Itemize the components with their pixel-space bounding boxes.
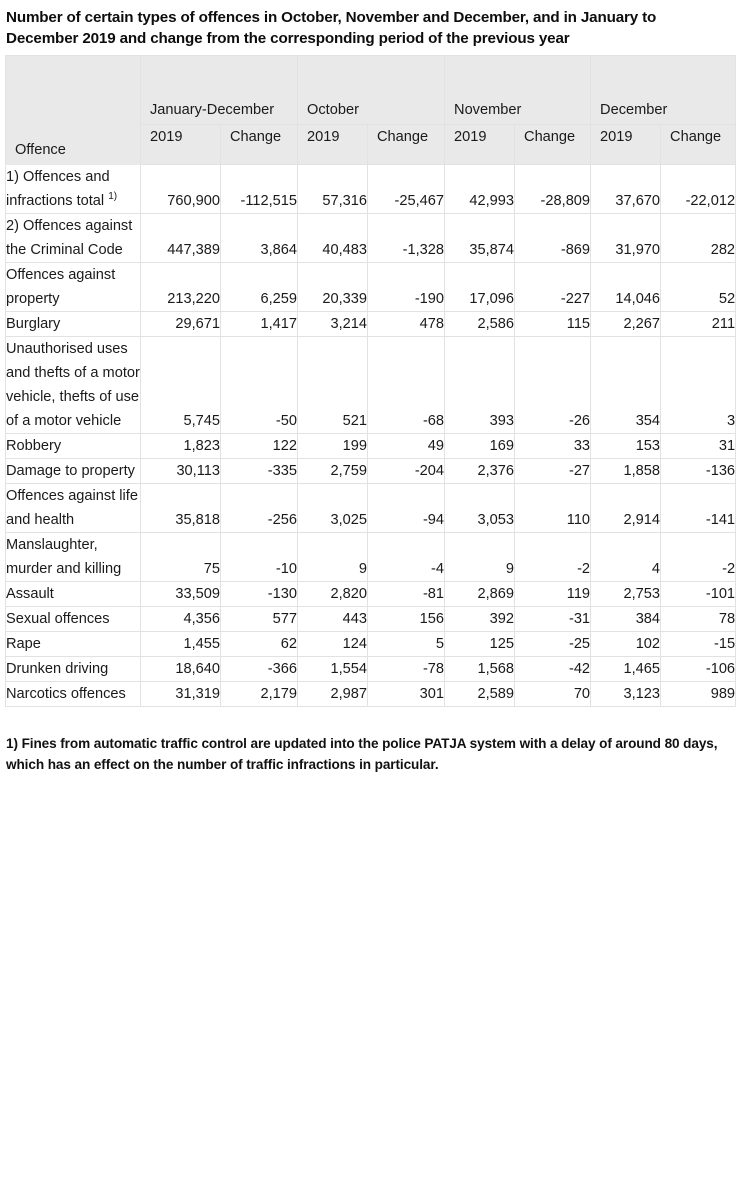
cell-oct-2019: 3,025 — [298, 484, 368, 533]
cell-jan-dec-change: 6,259 — [221, 263, 298, 312]
cell-nov-2019: 2,589 — [445, 682, 515, 707]
table-header-group-row — [6, 56, 736, 125]
cell-jan-dec-change: -366 — [221, 657, 298, 682]
cell-jan-dec-2019: 4,356 — [141, 607, 221, 632]
row-label: Rape — [6, 632, 141, 657]
cell-nov-change: 115 — [515, 312, 591, 337]
footnote-marker: 1) — [108, 191, 118, 203]
cell-nov-2019: 3,053 — [445, 484, 515, 533]
cell-oct-2019: 57,316 — [298, 165, 368, 214]
cell-nov-change: 119 — [515, 582, 591, 607]
cell-nov-change: -25 — [515, 632, 591, 657]
cell-jan-dec-2019: 213,220 — [141, 263, 221, 312]
cell-oct-change: -204 — [368, 459, 445, 484]
cell-jan-dec-change: 122 — [221, 434, 298, 459]
table-row — [6, 484, 736, 533]
cell-oct-2019: 521 — [298, 337, 368, 434]
subheader-october-change: Change — [368, 125, 445, 165]
table-row — [6, 214, 736, 263]
cell-jan-dec-change: 1,417 — [221, 312, 298, 337]
cell-jan-dec-change: 3,864 — [221, 214, 298, 263]
cell-nov-change: -227 — [515, 263, 591, 312]
cell-nov-2019: 169 — [445, 434, 515, 459]
cell-nov-2019: 2,586 — [445, 312, 515, 337]
cell-dec-2019: 2,267 — [591, 312, 661, 337]
cell-nov-2019: 392 — [445, 607, 515, 632]
cell-dec-change: -106 — [661, 657, 736, 682]
cell-nov-change: -869 — [515, 214, 591, 263]
row-label: 2) Offences against the Criminal Code — [6, 214, 141, 263]
subheader-december-2019: 2019 — [591, 125, 661, 165]
cell-oct-2019: 443 — [298, 607, 368, 632]
cell-jan-dec-2019: 5,745 — [141, 337, 221, 434]
subheader-october-2019: 2019 — [298, 125, 368, 165]
cell-oct-change: 156 — [368, 607, 445, 632]
row-label: Sexual offences — [6, 607, 141, 632]
row-label: Drunken driving — [6, 657, 141, 682]
cell-jan-dec-2019: 760,900 — [141, 165, 221, 214]
cell-nov-2019: 2,376 — [445, 459, 515, 484]
cell-nov-2019: 2,869 — [445, 582, 515, 607]
table-row — [6, 165, 736, 214]
cell-jan-dec-2019: 35,818 — [141, 484, 221, 533]
cell-oct-2019: 20,339 — [298, 263, 368, 312]
cell-dec-change: -141 — [661, 484, 736, 533]
table-header — [6, 56, 736, 165]
cell-jan-dec-change: 62 — [221, 632, 298, 657]
subheader-jan-dec-2019: 2019 — [141, 125, 221, 165]
cell-dec-change: -136 — [661, 459, 736, 484]
cell-dec-2019: 3,123 — [591, 682, 661, 707]
subheader-december-change: Change — [661, 125, 736, 165]
cell-dec-change: 3 — [661, 337, 736, 434]
row-label: Robbery — [6, 434, 141, 459]
table-body — [6, 165, 736, 707]
cell-jan-dec-2019: 447,389 — [141, 214, 221, 263]
table-row — [6, 682, 736, 707]
table-row — [6, 434, 736, 459]
cell-nov-2019: 42,993 — [445, 165, 515, 214]
cell-nov-2019: 393 — [445, 337, 515, 434]
cell-nov-2019: 9 — [445, 533, 515, 582]
column-header-offence: Offence — [6, 56, 141, 165]
cell-dec-change: 282 — [661, 214, 736, 263]
table-row — [6, 459, 736, 484]
cell-jan-dec-change: 577 — [221, 607, 298, 632]
cell-nov-change: -31 — [515, 607, 591, 632]
row-label: Offences against property — [6, 263, 141, 312]
cell-dec-2019: 4 — [591, 533, 661, 582]
row-label: Narcotics offences — [6, 682, 141, 707]
cell-jan-dec-change: -130 — [221, 582, 298, 607]
cell-oct-2019: 2,820 — [298, 582, 368, 607]
cell-jan-dec-2019: 18,640 — [141, 657, 221, 682]
cell-oct-change: 301 — [368, 682, 445, 707]
cell-nov-2019: 35,874 — [445, 214, 515, 263]
cell-dec-change: -15 — [661, 632, 736, 657]
cell-jan-dec-2019: 31,319 — [141, 682, 221, 707]
cell-dec-2019: 153 — [591, 434, 661, 459]
cell-jan-dec-change: -256 — [221, 484, 298, 533]
cell-jan-dec-change: -112,515 — [221, 165, 298, 214]
cell-oct-2019: 3,214 — [298, 312, 368, 337]
cell-oct-change: -190 — [368, 263, 445, 312]
cell-dec-2019: 37,670 — [591, 165, 661, 214]
cell-oct-change: 49 — [368, 434, 445, 459]
cell-oct-change: -68 — [368, 337, 445, 434]
table-row — [6, 337, 736, 434]
cell-oct-2019: 1,554 — [298, 657, 368, 682]
row-label: Offences against life and health — [6, 484, 141, 533]
cell-dec-2019: 1,858 — [591, 459, 661, 484]
row-label: Manslaughter, murder and killing — [6, 533, 141, 582]
cell-dec-2019: 2,753 — [591, 582, 661, 607]
cell-jan-dec-2019: 75 — [141, 533, 221, 582]
offences-table — [5, 55, 736, 707]
cell-oct-2019: 2,987 — [298, 682, 368, 707]
cell-dec-change: -22,012 — [661, 165, 736, 214]
row-label: 1) Offences and infractions total $^{1)}$ — [6, 165, 141, 214]
cell-nov-2019: 17,096 — [445, 263, 515, 312]
cell-dec-2019: 384 — [591, 607, 661, 632]
cell-oct-2019: 9 — [298, 533, 368, 582]
cell-dec-change: 211 — [661, 312, 736, 337]
cell-oct-2019: 2,759 — [298, 459, 368, 484]
page-title: Number of certain types of offences in October, November and December, and in January to December 2019 and change from the corresponding period of the previous year — [6, 9, 657, 47]
cell-nov-change: -27 — [515, 459, 591, 484]
row-label: Unauthorised uses and thefts of a motor vehicle, thefts of use of a motor vehicle — [6, 337, 141, 434]
table-row — [6, 582, 736, 607]
cell-oct-change: -78 — [368, 657, 445, 682]
cell-jan-dec-2019: 1,823 — [141, 434, 221, 459]
cell-nov-2019: 125 — [445, 632, 515, 657]
cell-oct-change: 478 — [368, 312, 445, 337]
table-row — [6, 607, 736, 632]
cell-oct-change: 5 — [368, 632, 445, 657]
cell-jan-dec-2019: 30,113 — [141, 459, 221, 484]
cell-jan-dec-change: 2,179 — [221, 682, 298, 707]
column-header-january-december: January-December — [141, 56, 298, 125]
subheader-november-2019: 2019 — [445, 125, 515, 165]
row-label: Burglary — [6, 312, 141, 337]
cell-nov-change: -26 — [515, 337, 591, 434]
cell-dec-change: -2 — [661, 533, 736, 582]
table-row — [6, 263, 736, 312]
table-row — [6, 312, 736, 337]
cell-oct-change: -94 — [368, 484, 445, 533]
cell-dec-change: 989 — [661, 682, 736, 707]
cell-oct-2019: 40,483 — [298, 214, 368, 263]
cell-nov-change: 110 — [515, 484, 591, 533]
cell-jan-dec-2019: 1,455 — [141, 632, 221, 657]
cell-dec-change: -101 — [661, 582, 736, 607]
row-label: Damage to property — [6, 459, 141, 484]
cell-dec-2019: 14,046 — [591, 263, 661, 312]
cell-dec-2019: 1,465 — [591, 657, 661, 682]
cell-dec-change: 52 — [661, 263, 736, 312]
cell-nov-change: -2 — [515, 533, 591, 582]
table-footnote: 1) Fines from automatic traffic control are updated into the police PATJA system with a delay of around 80 days, which has an effect on the number of traffic infractions in particular. — [6, 736, 718, 772]
table-row — [6, 533, 736, 582]
cell-jan-dec-change: -335 — [221, 459, 298, 484]
column-header-october: October — [298, 56, 445, 125]
cell-dec-change: 78 — [661, 607, 736, 632]
cell-oct-change: -4 — [368, 533, 445, 582]
cell-jan-dec-2019: 33,509 — [141, 582, 221, 607]
cell-dec-2019: 102 — [591, 632, 661, 657]
cell-oct-change: -81 — [368, 582, 445, 607]
cell-nov-change: 33 — [515, 434, 591, 459]
cell-nov-change: -28,809 — [515, 165, 591, 214]
cell-dec-2019: 2,914 — [591, 484, 661, 533]
cell-nov-change: 70 — [515, 682, 591, 707]
cell-nov-2019: 1,568 — [445, 657, 515, 682]
table-row — [6, 632, 736, 657]
cell-dec-2019: 354 — [591, 337, 661, 434]
cell-oct-change: -1,328 — [368, 214, 445, 263]
subheader-jan-dec-change: Change — [221, 125, 298, 165]
column-header-december: December — [591, 56, 736, 125]
subheader-november-change: Change — [515, 125, 591, 165]
cell-jan-dec-change: -10 — [221, 533, 298, 582]
cell-dec-change: 31 — [661, 434, 736, 459]
cell-jan-dec-2019: 29,671 — [141, 312, 221, 337]
cell-nov-change: -42 — [515, 657, 591, 682]
row-label: Assault — [6, 582, 141, 607]
cell-jan-dec-change: -50 — [221, 337, 298, 434]
table-row — [6, 657, 736, 682]
cell-oct-change: -25,467 — [368, 165, 445, 214]
cell-oct-2019: 199 — [298, 434, 368, 459]
cell-oct-2019: 124 — [298, 632, 368, 657]
cell-dec-2019: 31,970 — [591, 214, 661, 263]
column-header-november: November — [445, 56, 591, 125]
